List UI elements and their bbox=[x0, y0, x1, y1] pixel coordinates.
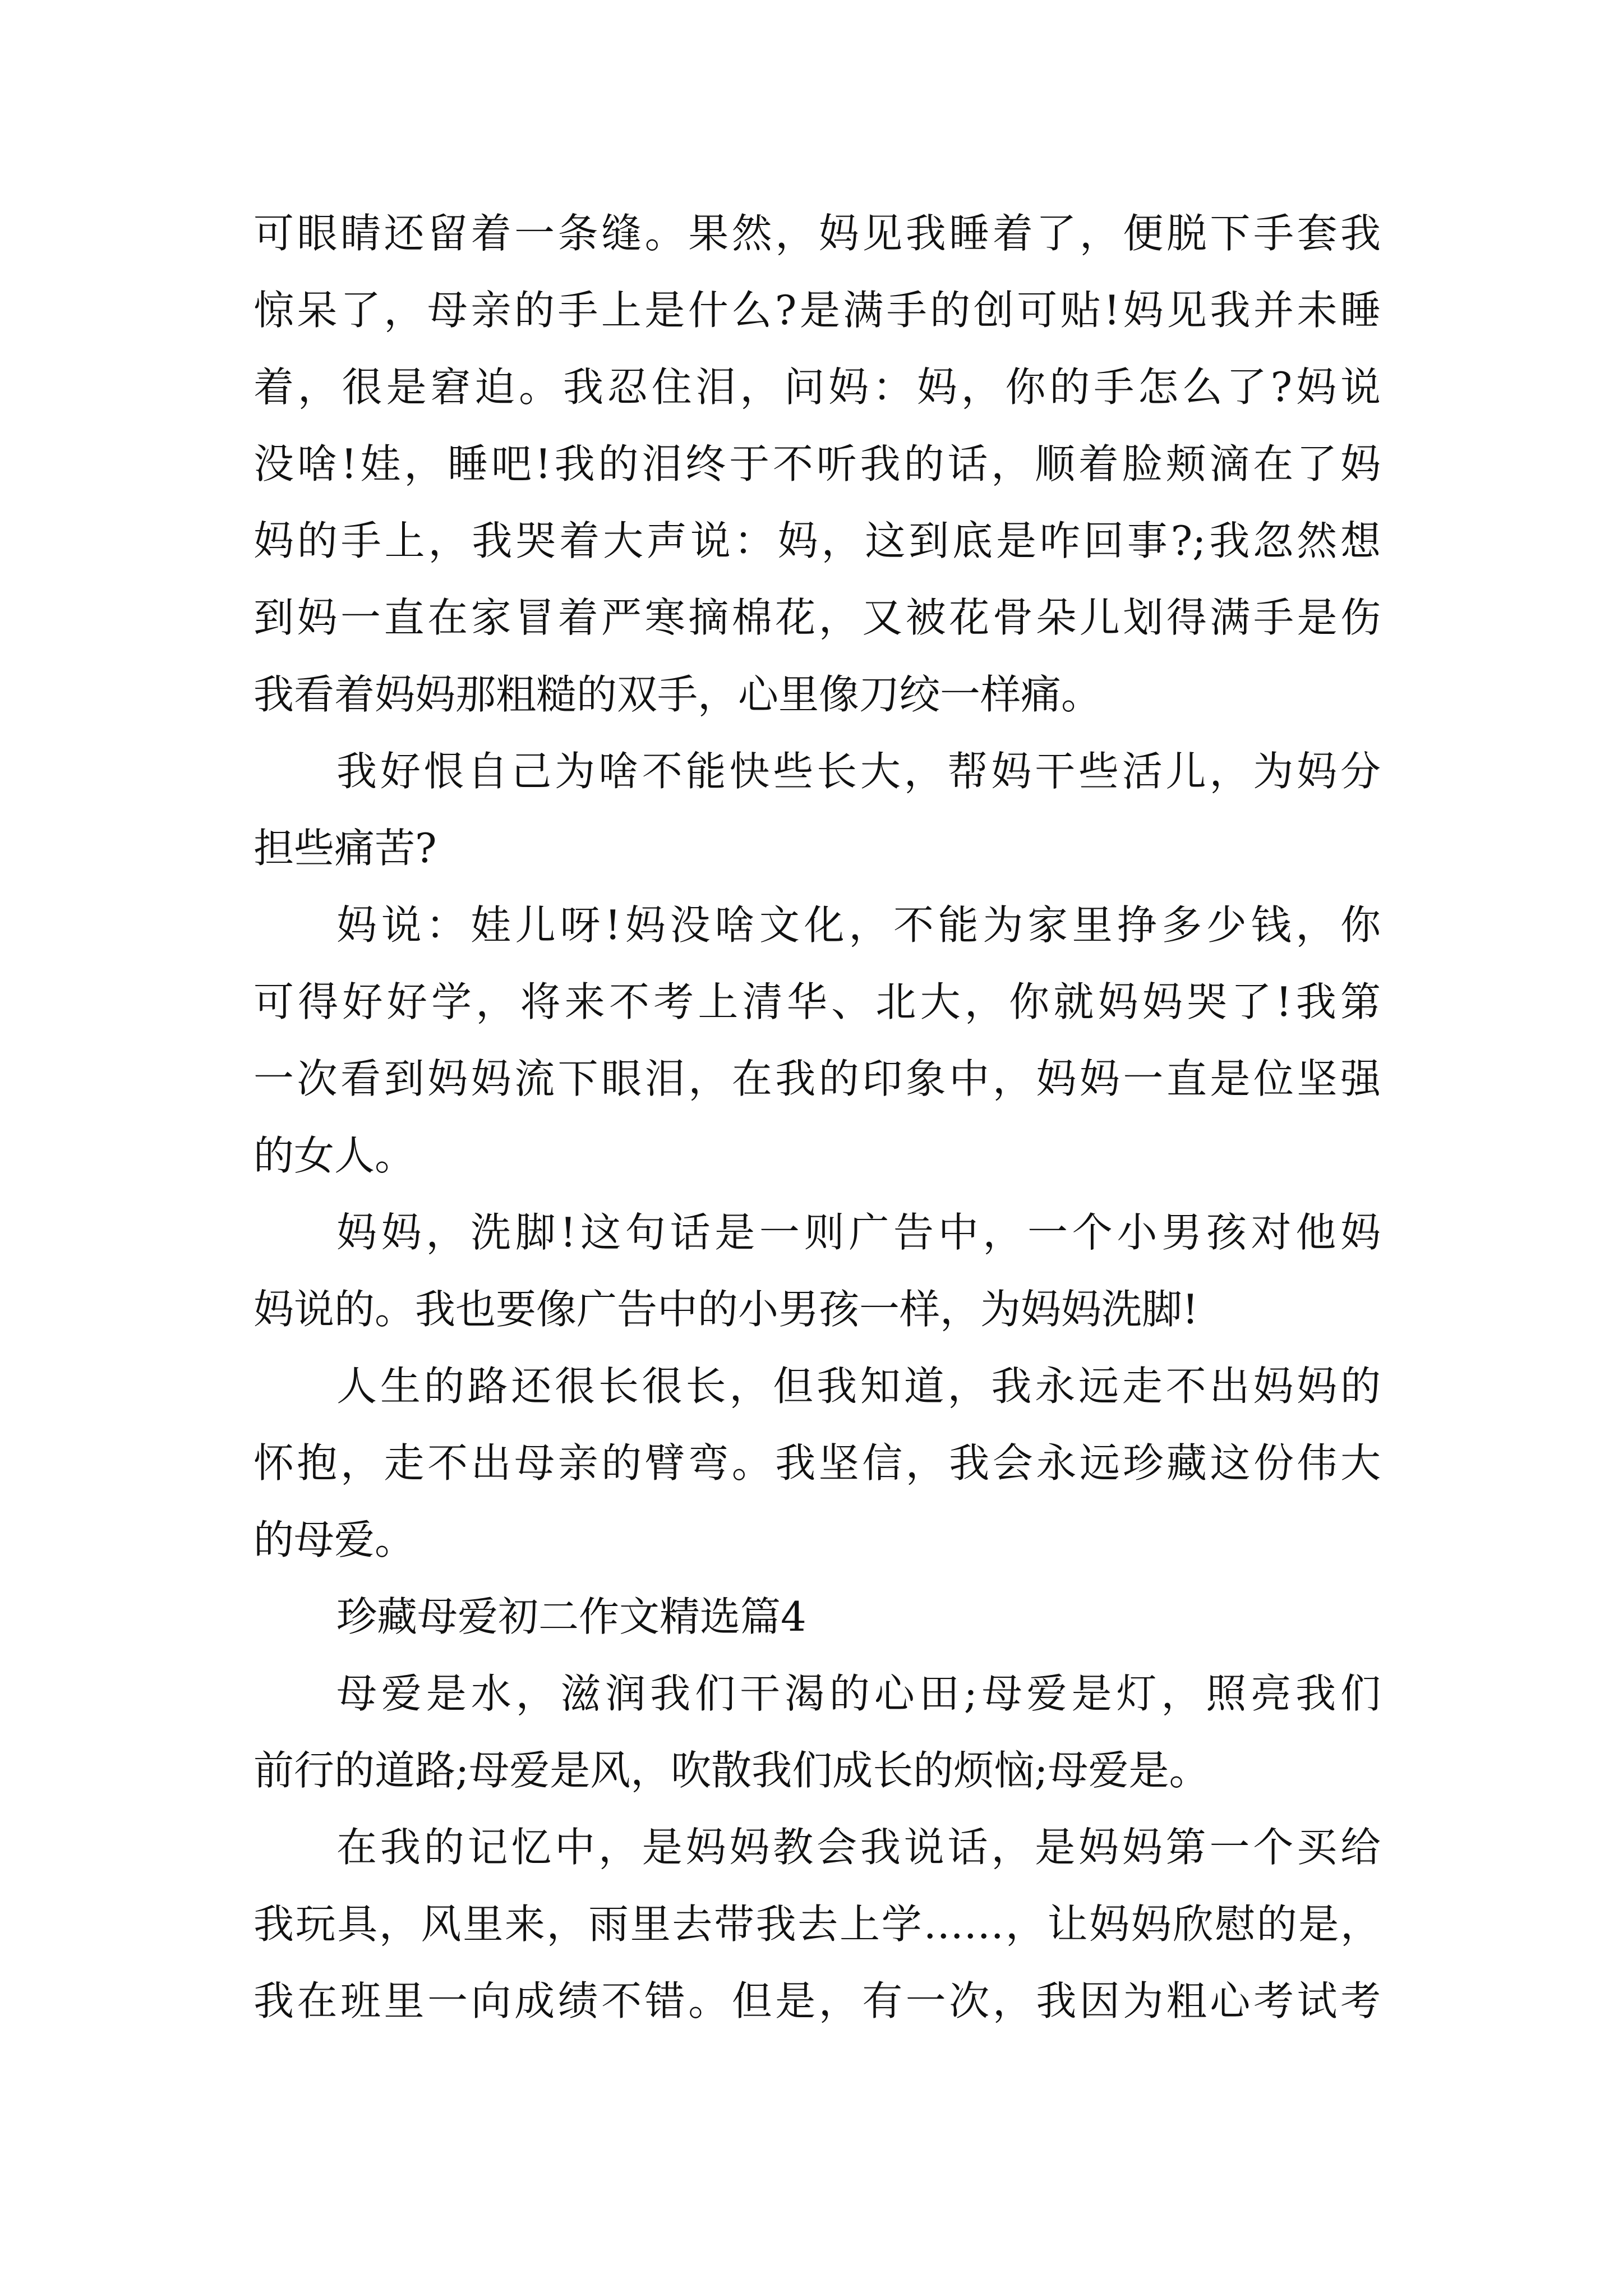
text-line: 担些痛苦? bbox=[253, 825, 437, 872]
paragraph-start-line: 妈妈，洗脚!这句话是一则广告中，一个小男孩对他妈 bbox=[336, 1209, 1381, 1256]
text-line: 的母爱。 bbox=[253, 1516, 416, 1563]
text-line: 到妈一直在家冒着严寒摘棉花，又被花骨朵儿划得满手是伤 bbox=[253, 594, 1381, 641]
text-line: 怀抱，走不出母亲的臂弯。我坚信，我会永远珍藏这份伟大 bbox=[253, 1439, 1381, 1487]
essay-body bbox=[253, 195, 1381, 2040]
text-line: 我玩具，风里来，雨里去带我去上学……，让妈妈欣慰的是， bbox=[253, 1901, 1381, 1948]
paragraph-start-line: 在我的记忆中，是妈妈教会我说话，是妈妈第一个买给 bbox=[336, 1824, 1381, 1871]
text-line: 我看着妈妈那粗糙的双手，心里像刀绞一样痛。 bbox=[253, 671, 1102, 718]
text-line: 可得好好学，将来不考上清华、北大，你就妈妈哭了!我第 bbox=[253, 978, 1381, 1025]
section-heading: 珍藏母爱初二作文精选篇4 bbox=[336, 1593, 806, 1640]
text-line: 可眼睛还留着一条缝。果然，妈见我睡着了，便脱下手套我 bbox=[253, 210, 1381, 257]
paragraph-start-line: 人生的路还很长很长，但我知道，我永远走不出妈妈的 bbox=[336, 1363, 1381, 1410]
text-line: 着，很是窘迫。我忍住泪，问妈：妈，你的手怎么了?妈说 bbox=[253, 364, 1381, 411]
text-line: 惊呆了，母亲的手上是什么?是满手的创可贴!妈见我并未睡 bbox=[253, 287, 1381, 334]
text-line: 前行的道路;母爱是风，吹散我们成长的烦恼;母爱是。 bbox=[253, 1747, 1210, 1794]
text-line: 妈的手上，我哭着大声说：妈，这到底是咋回事?;我忽然想 bbox=[253, 517, 1381, 564]
paragraph-start-line: 妈说：娃儿呀!妈没啥文化，不能为家里挣多少钱，你 bbox=[336, 901, 1381, 949]
paragraph-start-line: 我好恨自己为啥不能快些长大，帮妈干些活儿，为妈分 bbox=[336, 748, 1381, 795]
text-line: 一次看到妈妈流下眼泪，在我的印象中，妈妈一直是位坚强 bbox=[253, 1055, 1381, 1102]
paragraph-start-line: 母爱是水，滋润我们干渴的心田;母爱是灯，照亮我们 bbox=[336, 1670, 1381, 1717]
text-line: 没啥!娃，睡吧!我的泪终于不听我的话，顺着脸颊滴在了妈 bbox=[253, 440, 1381, 487]
text-line: 我在班里一向成绩不错。但是，有一次，我因为粗心考试考 bbox=[253, 1977, 1381, 2024]
text-line: 的女人。 bbox=[253, 1132, 416, 1179]
text-line: 妈说的。我也要像广告中的小男孩一样，为妈妈洗脚! bbox=[253, 1286, 1198, 1333]
